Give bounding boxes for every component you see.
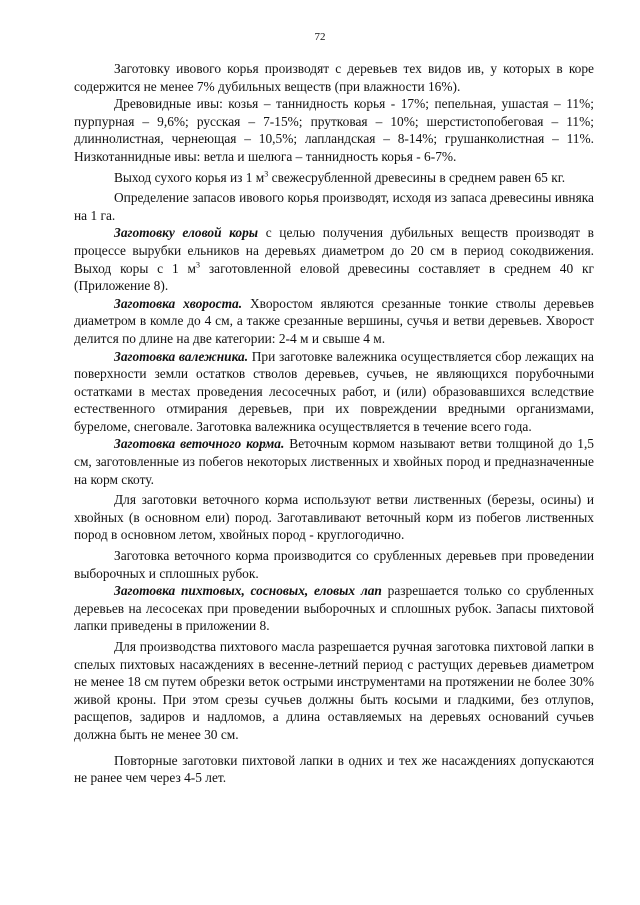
paragraph-brushwood — [74, 295, 594, 348]
paragraph-text: свежесрубленной древесины в среднем равен 65 кг. — [268, 169, 566, 185]
paragraph-text: Для производства пихтового масла разрешается ручная заготовка пихтовой лапки в спелых пихтовых насаждениях в весенне-летний период с растущих деревьев диаметром не менее 18 см путем обрезки веток острыми инструментами на протяжении не более 30% живой кроны. При этом срезы сучьев должны быть косыми и гладкими, без отлупов, расщепов, задиров и надломов, а длина оставляемых на деревьях оснований сучьев должна быть не менее 30 см. — [74, 639, 594, 742]
paragraph-twig-fodder-felling — [74, 547, 594, 582]
section-lead-twig-fodder: Заготовка веточного корма. — [114, 436, 285, 452]
paragraph-text: Повторные заготовки пихтовой лапки в одних и тех же насаждениях допускаются не ранее чем через 4-5 лет. — [74, 752, 594, 786]
paragraph-conifer-branches — [74, 582, 594, 635]
paragraph-text: Заготовка веточного корма производится со срубленных деревьев при проведении выборочных и сплошных рубок. — [74, 548, 594, 581]
paragraph-text: Хворостом являются срезанные тонкие стволы деревьев диаметром в комле до 4 см, а также срезанные вершины, сучья и ветви деревьев. Хворост делится по длине на две категории: 2-4 м и свыше 4 м. — [74, 295, 594, 346]
paragraph-text: разрешается только со срубленных деревьев на лесосеках при проведении выборочных и сплошных рубок. Запасы пихтовой лапки приведены в приложении 8. — [74, 583, 594, 634]
section-lead-spruce-bark: Заготовку еловой коры — [114, 225, 259, 241]
paragraph-spruce-bark — [74, 224, 594, 294]
paragraph-bark-yield — [74, 169, 594, 187]
paragraph-text: Заготовку ивового корья производят с деревьев тех видов ив, у которых в коре содержится не менее 7% дубильных веществ (при влажности 16%). — [74, 61, 594, 94]
paragraph-bark-stock — [74, 189, 594, 224]
page-number: 72 — [314, 31, 326, 43]
paragraph-deadwood — [74, 348, 594, 436]
section-lead-brushwood: Заготовка хвороста. — [114, 295, 243, 311]
section-lead-conifer-branches: Заготовка пихтовых, сосновых, еловых лап — [114, 583, 382, 599]
paragraph-text: Определение запасов ивового корья производят, исходя из запаса древесины ивняка на 1 га. — [74, 190, 594, 223]
superscript-cubic: 3 — [196, 260, 201, 270]
paragraph-twig-fodder-sources — [74, 491, 594, 544]
paragraph-text: с целью получения дубильных веществ производят в процессе вырубки ельников на деревьях диаметром до 20 см в период сокодвижения. Выход коры с 1 м — [74, 225, 595, 276]
paragraph-willow-species — [74, 95, 594, 165]
paragraph-text: Веточным кормом называют ветви толщиной до 1,5 см, заготовленные из побегов некоторых лиственных и хвойных пород и предназначенные на корм скоту. — [74, 436, 594, 487]
paragraph-repeat-harvest — [74, 752, 594, 787]
paragraph-text: Выход сухого корья из 1 м — [114, 169, 265, 185]
paragraph-text: заготовленной еловой древесины составляет в среднем 40 кг (Приложение 8). — [74, 260, 594, 294]
section-lead-deadwood: Заготовка валежника. — [114, 348, 249, 364]
paragraph-text: Для заготовки веточного корма используют ветви лиственных (березы, осины) и хвойных (в основном ели) пород. Заготавливают веточный корм из побегов лиственных пород в основном летом, хвойных пород - круглогодично. — [74, 492, 594, 543]
paragraph-text: При заготовке валежника осуществляется сбор лежащих на поверхности земли остатков стволов деревьев, сучьев, не являющихся порубочными остатками в местах проведения лесосечных работ, и (или) образовавшихся вследствие естественного отмирания деревьев, при их повреждении вредными организмами, буреломе, снеговале. Заготовка валежника осуществляется в течение всего года. — [74, 348, 594, 434]
paragraph-willow-bark-harvest — [74, 60, 594, 95]
paragraph-fir-oil — [74, 638, 594, 744]
superscript-cubic: 3 — [264, 169, 269, 179]
paragraph-twig-fodder — [74, 435, 594, 488]
document-body — [74, 60, 594, 787]
paragraph-text: Древовидные ивы: козья – таннидность корья - 17%; пепельная, ушастая – 11%; пурпурная – 9,6%; русская – 7-15%; прутковая – 10%; шерстистопобеговая – 11%; длиннолистная, чернеющая – 10,5%; лапландская – 8-14%; грушанколистная – 11%. Низкотаннидные ивы: ветла и шелюга – таннидность корья - 6-7%. — [74, 96, 594, 164]
